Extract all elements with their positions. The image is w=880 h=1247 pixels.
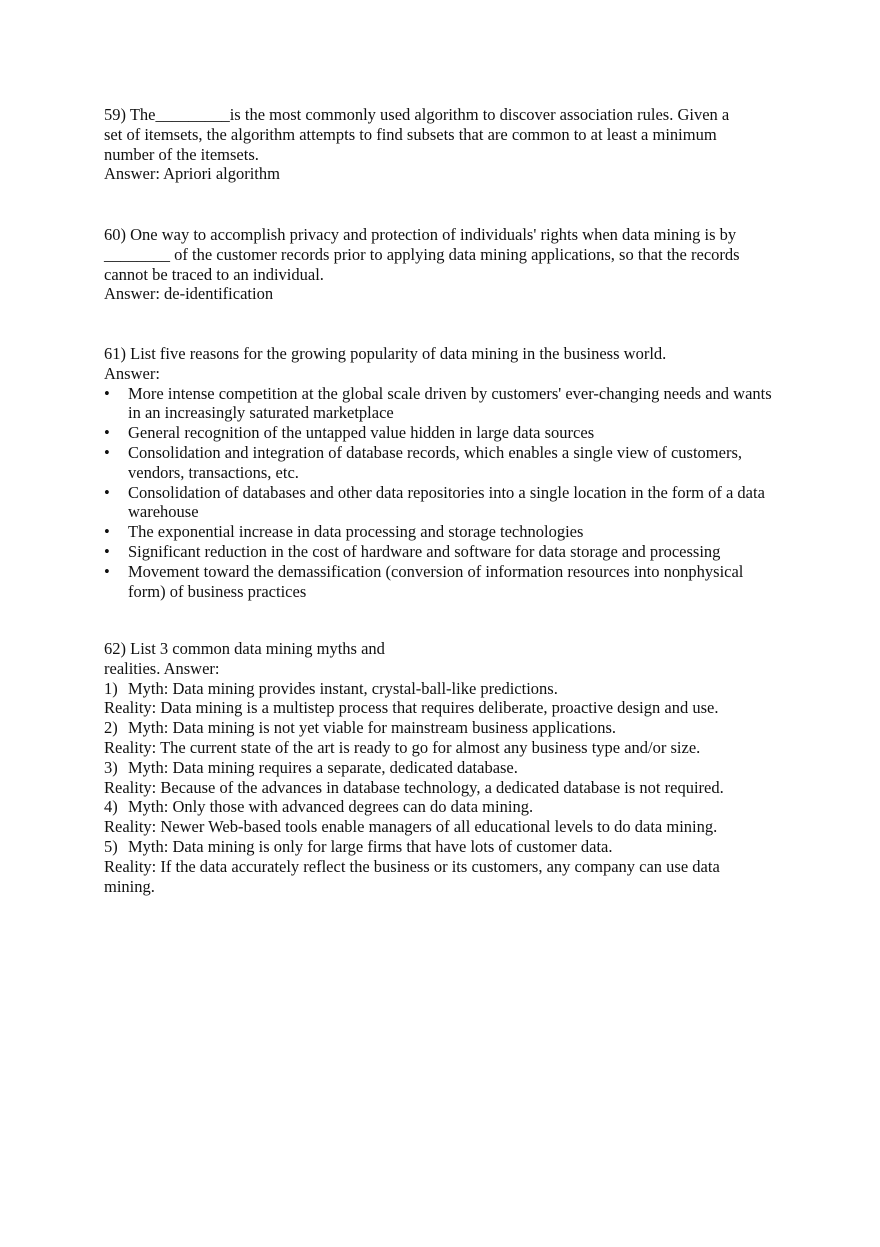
bullet-item xyxy=(104,423,776,443)
bullet-text: Consolidation of databases and other data repositories into a single location in the form of a data warehouse xyxy=(128,482,765,522)
myth-number: 5) xyxy=(104,836,118,856)
myth-text: Myth: Data mining is only for large firms that have lots of customer data. xyxy=(128,836,613,856)
question-61-bullet-list xyxy=(104,384,776,602)
question-62-myth-list xyxy=(104,679,754,897)
question-59-line-2: set of itemsets, the algorithm attempts to find subsets that are common to at least a minimum xyxy=(104,124,717,144)
bullet-dot-icon: • xyxy=(104,442,110,462)
reality-line: Reality: The current state of the art is ready to go for almost any business type and/or size. xyxy=(104,737,701,757)
question-60-line-3: cannot be traced to an individual. xyxy=(104,264,324,284)
question-62-line-1: 62) List 3 common data mining myths and xyxy=(104,639,385,658)
bullet-item xyxy=(104,562,776,602)
bullet-dot-icon: • xyxy=(104,423,110,443)
bullet-text: Significant reduction in the cost of hardware and software for data storage and processing xyxy=(128,541,721,561)
question-59-answer: Answer: Apriori algorithm xyxy=(104,164,280,184)
bullet-dot-icon: • xyxy=(104,541,110,561)
bullet-item xyxy=(104,384,776,424)
myth-text: Myth: Data mining is not yet viable for mainstream business applications. xyxy=(128,718,617,738)
reality-line: Reality: Data mining is a multistep process that requires deliberate, proactive design and use. xyxy=(104,698,719,718)
bullet-item xyxy=(104,483,776,523)
question-59-line-3: number of the itemsets. xyxy=(104,144,259,164)
question-62-line-2: realities. Answer: xyxy=(104,658,220,678)
reality-line: Reality: Newer Web-based tools enable managers of all educational levels to do data mining. xyxy=(104,817,718,837)
question-61-answer-label: Answer: xyxy=(104,363,160,383)
bullet-dot-icon: • xyxy=(104,482,110,502)
bullet-item xyxy=(104,542,776,562)
myth-number: 3) xyxy=(104,757,118,777)
myth-number: 1) xyxy=(104,678,118,698)
question-60 xyxy=(104,225,784,304)
bullet-text: More intense competition at the global scale driven by customers' ever-changing needs and wants in an increasingly saturated marketplace xyxy=(128,383,772,423)
question-60-line-1: 60) One way to accomplish privacy and protection of individuals' rights when data mining is by xyxy=(104,225,737,244)
bullet-item xyxy=(104,443,776,483)
myth-line xyxy=(104,758,754,778)
question-60-answer: Answer: de-identification xyxy=(104,284,274,304)
myth-line xyxy=(104,837,754,857)
myth-line xyxy=(104,679,754,699)
myth-text: Myth: Data mining provides instant, crystal-ball-like predictions. xyxy=(128,678,558,698)
bullet-dot-icon: • xyxy=(104,522,110,542)
bullet-text: The exponential increase in data processing and storage technologies xyxy=(128,522,584,542)
bullet-text: Consolidation and integration of database records, which enables a single view of customers, vendors, transactions, etc. xyxy=(128,442,742,482)
question-61 xyxy=(104,344,776,601)
myth-text: Myth: Data mining requires a separate, dedicated database. xyxy=(128,757,518,777)
myth-number: 4) xyxy=(104,797,118,817)
question-62 xyxy=(104,639,754,896)
myth-line xyxy=(104,797,754,817)
bullet-text: Movement toward the demassification (conversion of information resources into nonphysical form) of business practices xyxy=(128,561,744,601)
reality-line: Reality: Because of the advances in database technology, a dedicated database is not required. xyxy=(104,777,724,797)
myth-text: Myth: Only those with advanced degrees can do data mining. xyxy=(128,797,534,817)
bullet-text: General recognition of the untapped value hidden in large data sources xyxy=(128,423,595,443)
question-59 xyxy=(104,105,784,184)
question-59-line-1: 59) The_________is the most commonly used algorithm to discover association rules. Given a xyxy=(104,105,730,124)
bullet-item xyxy=(104,522,776,542)
bullet-dot-icon: • xyxy=(104,383,110,403)
myth-number: 2) xyxy=(104,718,118,738)
myth-line xyxy=(104,718,754,738)
question-60-line-2: ________ of the customer records prior to applying data mining applications, so that the records xyxy=(104,244,740,264)
bullet-dot-icon: • xyxy=(104,561,110,581)
question-61-text: 61) List five reasons for the growing popularity of data mining in the business world. xyxy=(104,344,667,363)
reality-line: Reality: If the data accurately reflect the business or its customers, any company can use data mining. xyxy=(104,856,720,896)
